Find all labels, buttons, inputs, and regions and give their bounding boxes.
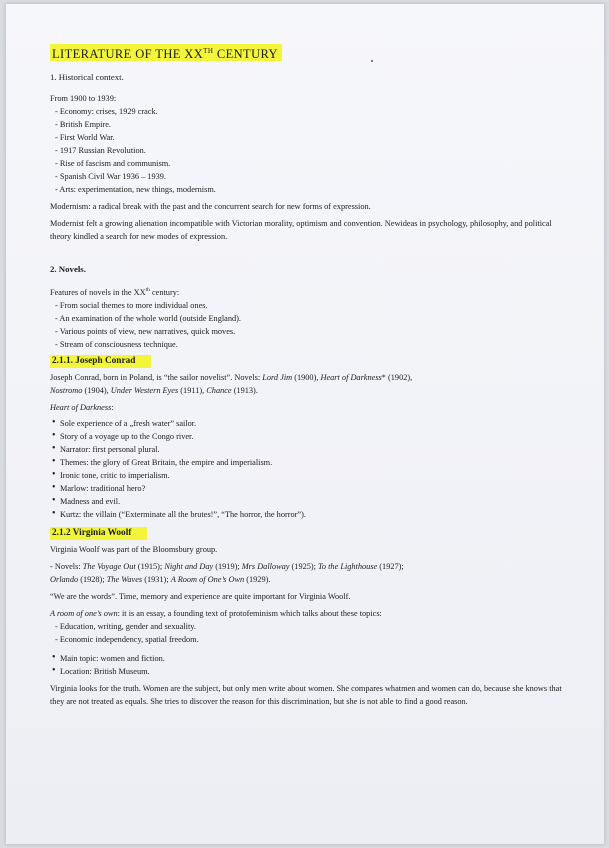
context-list xyxy=(50,105,570,196)
list-item: • Kurtz: the villain (“Exterminate all the brutes!”, “The horror, the horror”). xyxy=(50,508,570,521)
list-item: - British Empire. xyxy=(50,118,570,131)
features-list xyxy=(50,299,570,351)
list-item: • Sole experience of a „fresh water” sailor. xyxy=(50,417,570,430)
modernism-definition: Modernism: a radical break with the past and the concurrent search for new forms of expression. xyxy=(50,202,371,212)
room-of-ones-own xyxy=(50,607,570,620)
list-item: - From social themes to more individual ones. xyxy=(50,299,570,312)
modernist-paragraph: Modernist felt a growing alienation incompatible with Victorian morality, optimism and convention. Newideas in psychology, philosophy, and political theory kindled a search for new modes of expression. xyxy=(50,219,552,242)
text: (1911), xyxy=(178,385,207,395)
text: (1913). xyxy=(231,385,258,395)
text: (1931); xyxy=(142,574,171,584)
work-title: Nostromo xyxy=(50,385,83,395)
features-intro-sup: th xyxy=(145,287,150,294)
list-item: • Main topic: women and fiction. xyxy=(50,652,570,665)
text: Joseph Conrad, born in Poland, is “the sailor novelist”. Novels: xyxy=(50,372,263,382)
list-item: - Arts: experimentation, new things, modernism. xyxy=(50,183,570,196)
work-title: The Waves xyxy=(106,574,143,584)
list-item: • Marlow: traditional hero? xyxy=(50,482,570,495)
text: * (1902), xyxy=(381,372,413,382)
list-item: • Themes: the glory of Great Britain, the empire and imperialism. xyxy=(50,456,570,469)
woolf-novels xyxy=(50,560,570,586)
work-title: Heart of Darkness xyxy=(320,372,382,382)
text: (1904), xyxy=(82,385,111,395)
features-intro-end: century: xyxy=(149,287,180,297)
text: (1929). xyxy=(244,574,271,584)
work-title: To the Lighthouse xyxy=(318,561,378,571)
heading-virginia-woolf: 2.1.2 Virginia Woolf xyxy=(50,527,147,540)
woolf-bullets xyxy=(50,652,570,678)
list-item: • Story of a voyage up to the Congo river. xyxy=(50,430,570,443)
section-historical-context: 1. Historical context. xyxy=(50,72,124,83)
text: (1900), xyxy=(292,372,321,382)
features-intro-text: Features of novels in the XX xyxy=(50,287,146,297)
list-item: • Narrator: first personal plural. xyxy=(50,443,570,456)
woolf-summary: Virginia looks for the truth. Women are the subject, but only men write about women. She compares whatmen and women can do, because she knows that they are not treated as equals. She tries to discover the reason for this discrimination, but she is not able to find a good reason. xyxy=(50,683,562,706)
heart-of-darkness-list xyxy=(50,417,570,521)
features-intro xyxy=(50,284,570,299)
list-item: • Location: British Museum. xyxy=(50,665,570,678)
list-item: - Spanish Civil War 1936 – 1939. xyxy=(50,170,570,183)
title-superscript: TH xyxy=(203,47,214,55)
work-title: Under Western Eyes xyxy=(110,385,179,395)
woolf-words: “We are the words”. Time, memory and experience are quite important for Virginia Woolf. xyxy=(50,591,351,601)
room-topics-list xyxy=(50,620,570,646)
page-title xyxy=(50,44,282,61)
conrad-paragraph xyxy=(50,371,570,397)
text: (1919); xyxy=(213,561,242,571)
heading-joseph-conrad: 2.1.1. Joseph Conrad xyxy=(50,355,151,368)
work-title: Night and Day xyxy=(164,561,214,571)
text: (1928); xyxy=(78,574,107,584)
list-item: • Ironic tone, critic to imperialism. xyxy=(50,469,570,482)
work-title: A Room of One’s Own xyxy=(170,574,245,584)
heart-of-darkness-label: Heart of Darkness: xyxy=(50,402,114,412)
title-text-end: CENTURY xyxy=(213,47,278,62)
list-item: - Education, writing, gender and sexuality. xyxy=(50,620,570,633)
work-title: A room of one’s own xyxy=(50,608,118,618)
list-item: - Various points of view, new narratives, quick moves. xyxy=(50,325,570,338)
date-range: From 1900 to 1939: xyxy=(50,94,117,104)
document-content xyxy=(50,44,570,708)
work-title: Chance xyxy=(206,385,232,395)
list-item: - Rise of fascism and communism. xyxy=(50,157,570,170)
text: : it is an essay, a founding text of protofeminism which talks about these topics: xyxy=(117,608,382,618)
list-item: • Madness and evil. xyxy=(50,495,570,508)
document-page xyxy=(6,4,604,844)
section-novels: 2. Novels. xyxy=(50,264,86,275)
work-title: Lord Jim xyxy=(262,372,293,382)
work-title: Orlando xyxy=(50,574,79,584)
list-item: - An examination of the whole world (outside England). xyxy=(50,312,570,325)
text: (1915); xyxy=(135,561,165,571)
text: (1927); xyxy=(377,561,404,571)
list-item: - Economic independency, spatial freedom. xyxy=(50,633,570,646)
list-item: - Economy: crises, 1929 crack. xyxy=(50,105,570,118)
title-text: LITERATURE OF THE XX xyxy=(52,47,204,62)
text: (1925); xyxy=(289,561,319,571)
work-title: Heart of Darkness xyxy=(50,402,112,412)
list-item: - Stream of consciousness technique. xyxy=(50,338,570,351)
text: - Novels: xyxy=(50,561,83,571)
list-item: - 1917 Russian Revolution. xyxy=(50,144,570,157)
work-title: Mrs Dalloway xyxy=(241,561,290,571)
woolf-group: Virginia Woolf was part of the Bloomsbury group. xyxy=(50,544,218,554)
work-title: The Voyage Out xyxy=(82,561,136,571)
list-item: - First World War. xyxy=(50,131,570,144)
